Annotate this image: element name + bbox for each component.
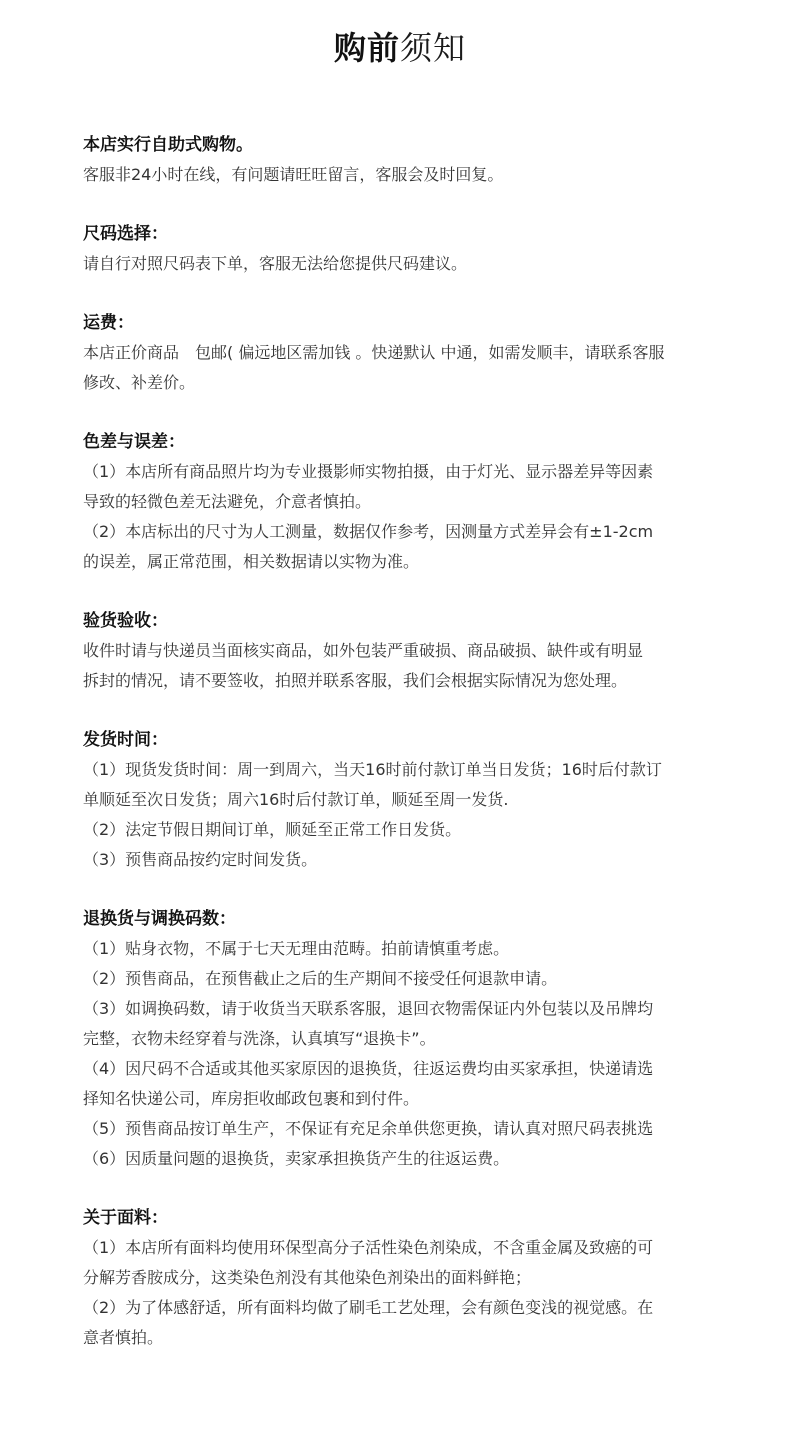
notice-section — [83, 904, 733, 1174]
section-line: 分解芳香胺成分，这类染色剂没有其他染色剂染出的面料鲜艳； — [83, 1268, 532, 1287]
notice-content — [83, 130, 733, 1382]
section-heading: 关于面料： — [83, 1208, 168, 1228]
section-heading: 尺码选择： — [83, 224, 168, 244]
section-line: 的误差，属正常范围，相关数据请以实物为准。 — [83, 552, 420, 571]
section-line: 意者慎拍。 — [83, 1328, 164, 1347]
section-line: （4）因尺码不合适或其他买家原因的退换货，往返运费均由买家承担，快递请选 — [83, 1059, 654, 1078]
notice-section — [83, 427, 733, 577]
section-line: 修改、补差价。 — [83, 373, 196, 392]
section-line: 单顺延至次日发货；周六16时后付款订单，顺延至周一发货. — [83, 790, 509, 809]
section-line: （5）预售商品按订单生产，不保证有充足余单供您更换，请认真对照尺码表挑选 — [83, 1119, 654, 1138]
section-line: 请自行对照尺码表下单，客服无法给您提供尺码建议。 — [83, 254, 468, 273]
section-line: （2）预售商品，在预售截止之后的生产期间不接受任何退款申请。 — [83, 969, 558, 988]
notice-section — [83, 308, 733, 398]
section-line: 客服非24小时在线，有问题请旺旺留言，客服会及时回复。 — [83, 165, 504, 184]
page-title — [0, 28, 800, 68]
section-heading: 退换货与调换码数： — [83, 909, 236, 929]
section-line: 完整，衣物未经穿着与洗涤，认真填写“退换卡”。 — [83, 1029, 436, 1048]
page-title-light: 须知 — [400, 29, 467, 67]
notice-section — [83, 725, 733, 875]
section-line: （1）本店所有商品照片均为专业摄影师实物拍摄，由于灯光、显示器差异等因素 — [83, 462, 654, 481]
section-heading: 发货时间： — [83, 730, 168, 750]
notice-section — [83, 219, 733, 279]
notice-section — [83, 1203, 733, 1353]
notice-section — [83, 130, 733, 190]
section-heading: 色差与误差： — [83, 432, 185, 452]
section-heading: 运费： — [83, 313, 134, 333]
section-line: 择知名快递公司，库房拒收邮政包裹和到付件。 — [83, 1089, 420, 1108]
section-line: （3）预售商品按约定时间发货。 — [83, 850, 318, 869]
section-line: （3）如调换码数，请于收货当天联系客服，退回衣物需保证内外包装以及吊牌均 — [83, 999, 654, 1018]
section-line: （1）贴身衣物，不属于七天无理由范畴。拍前请慎重考虑。 — [83, 939, 510, 958]
section-heading: 本店实行自助式购物。 — [83, 135, 253, 155]
section-line: 导致的轻微色差无法避免，介意者慎拍。 — [83, 492, 372, 511]
section-line: （6）因质量问题的退换货，卖家承担换货产生的往返运费。 — [83, 1149, 510, 1168]
notice-section — [83, 606, 733, 696]
section-line: （1）本店所有面料均使用环保型高分子活性染色剂染成，不含重金属及致癌的可 — [83, 1238, 654, 1257]
section-line: 拆封的情况，请不要签收，拍照并联系客服，我们会根据实际情况为您处理。 — [83, 671, 628, 690]
section-line: （2）法定节假日期间订单，顺延至正常工作日发货。 — [83, 820, 462, 839]
section-line: （2）为了体感舒适，所有面料均做了刷毛工艺处理，会有颜色变浅的视觉感。在 — [83, 1298, 654, 1317]
section-line: 收件时请与快递员当面核实商品，如外包装严重破损、商品破损、缺件或有明显 — [83, 641, 644, 660]
section-line: 本店正价商品 包邮( 偏远地区需加钱 。快递默认 中通，如需发顺丰，请联系客服 — [83, 343, 665, 362]
page-title-bold: 购前 — [333, 29, 400, 67]
section-line: （2）本店标出的尺寸为人工测量，数据仅作参考，因测量方式差异会有±1-2cm — [83, 522, 654, 541]
section-line: （1）现货发货时间：周一到周六，当天16时前付款订单当日发货；16时后付款订 — [83, 760, 662, 779]
section-heading: 验货验收： — [83, 611, 168, 631]
